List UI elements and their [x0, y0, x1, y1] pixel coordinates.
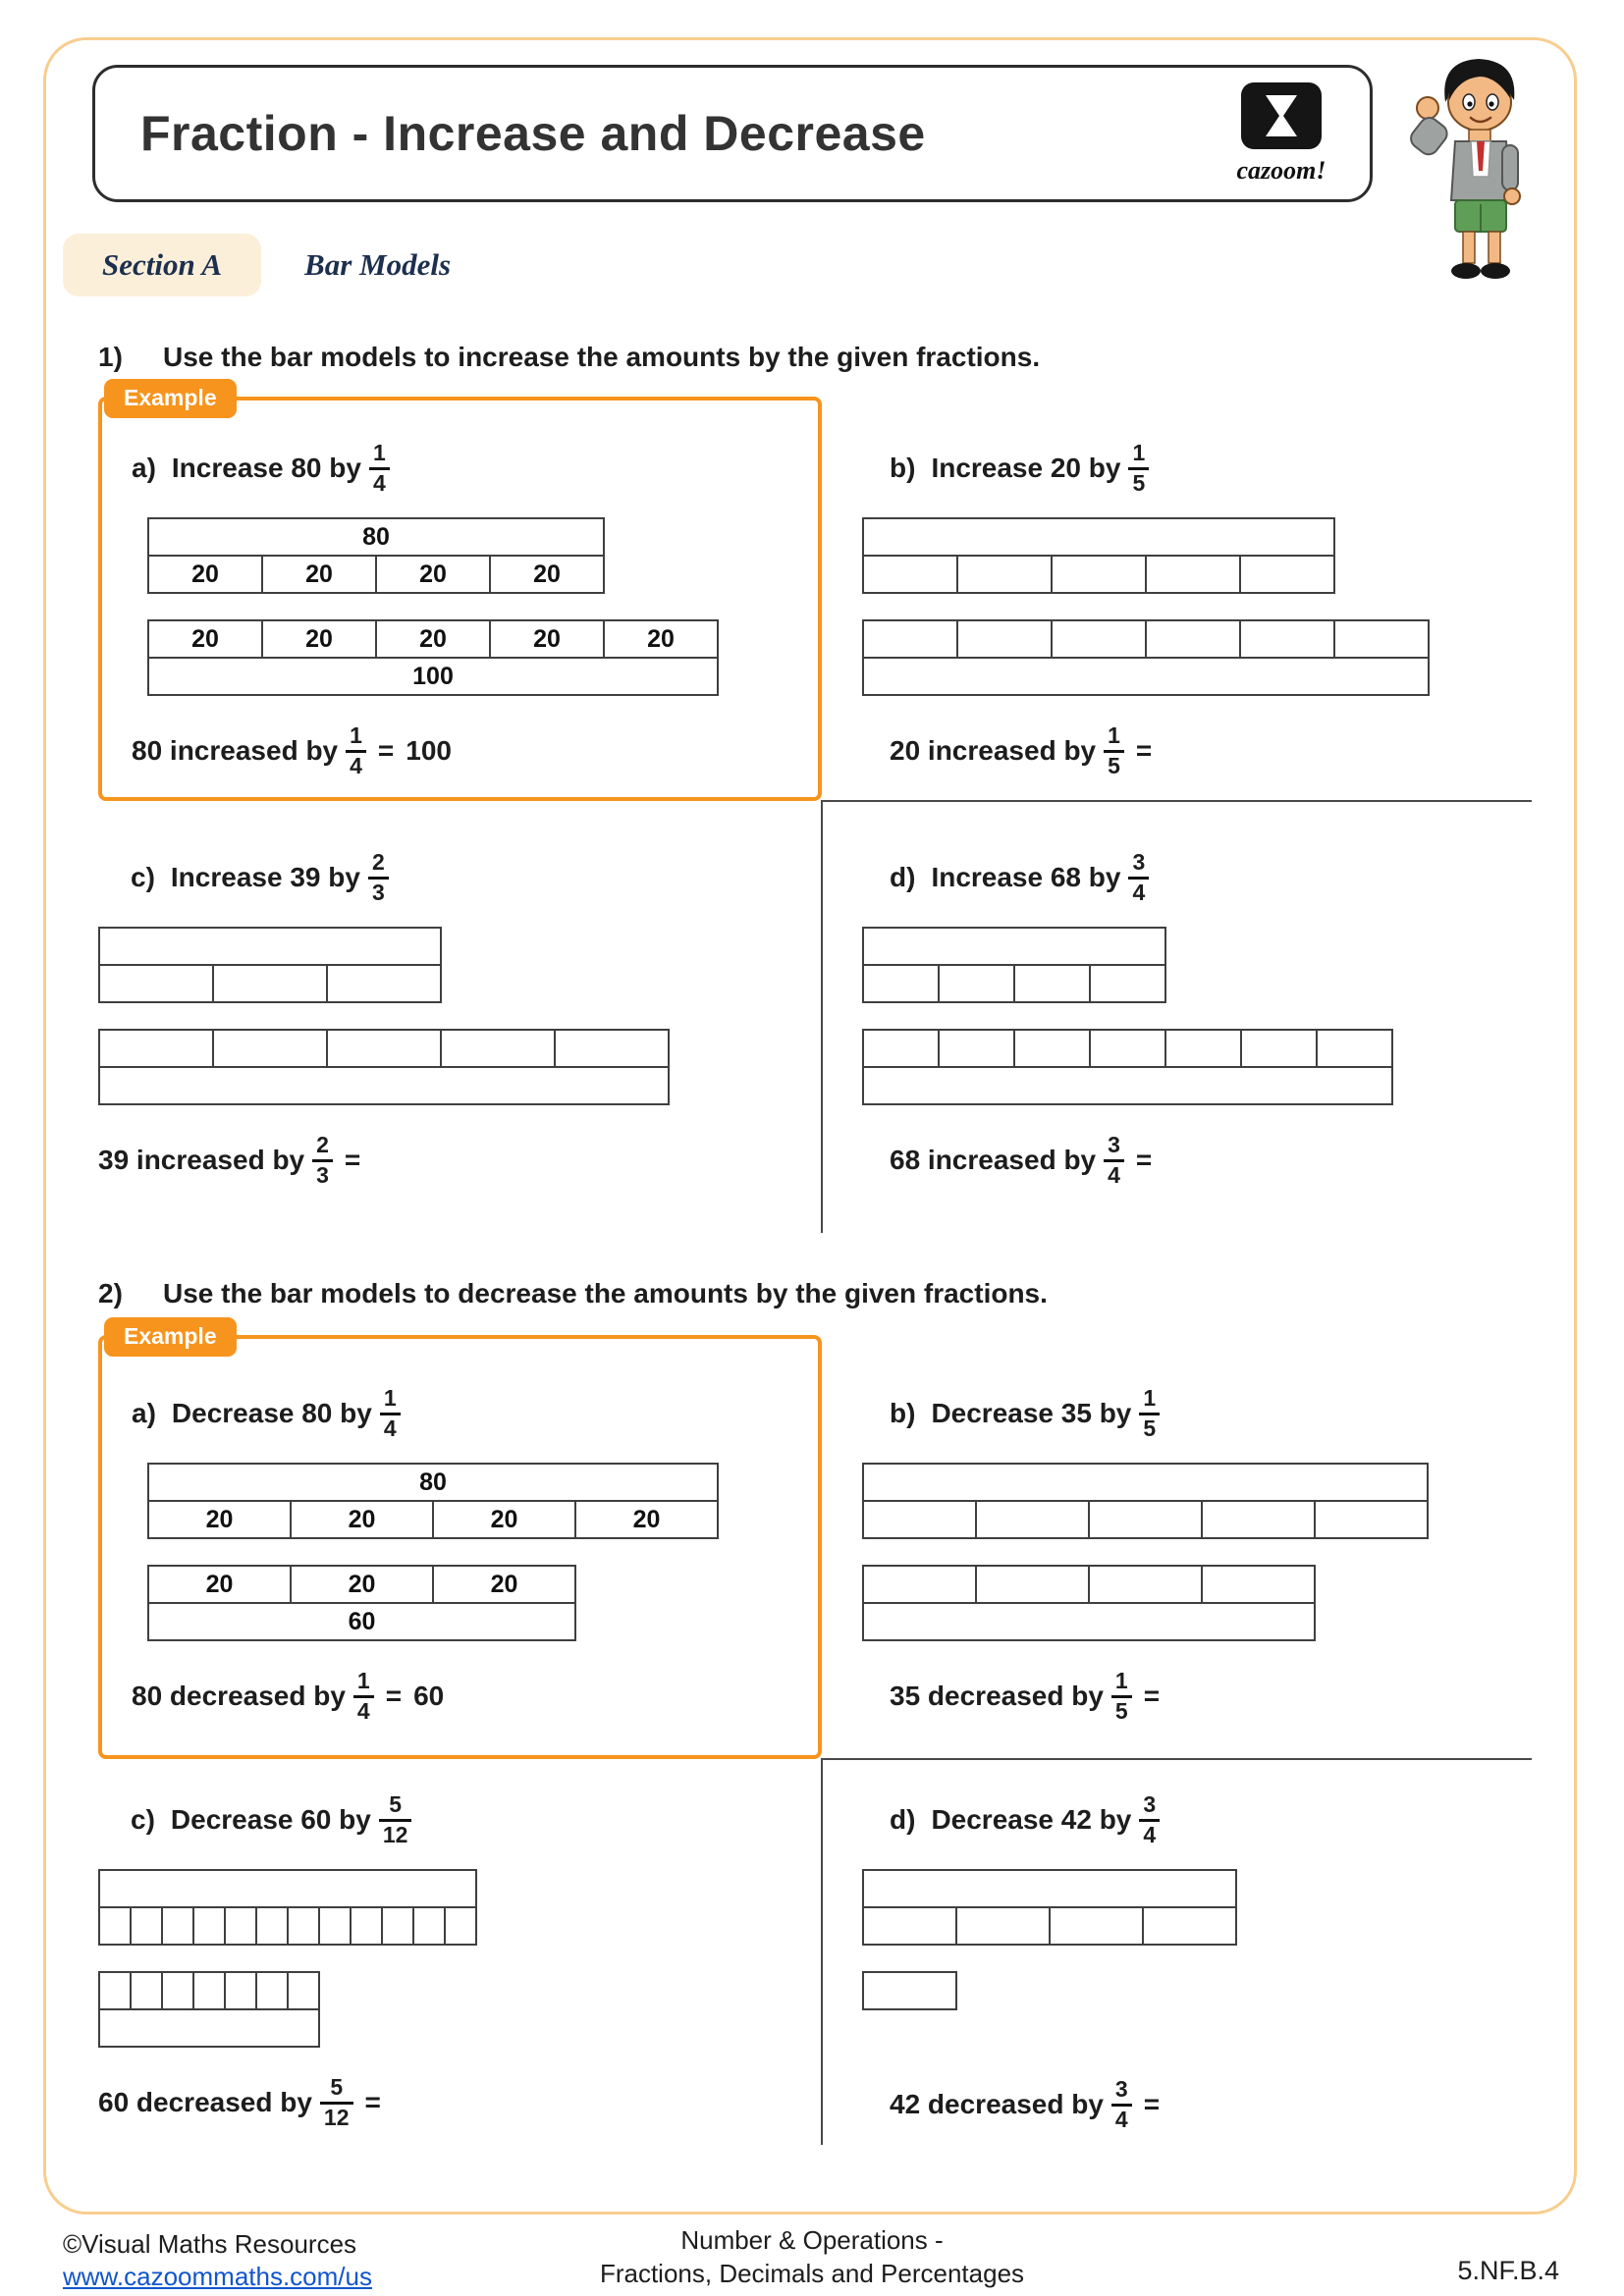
- caption-text: 20 increased by: [890, 735, 1097, 767]
- bar-row: [862, 1463, 1429, 1502]
- bar-row: [862, 1971, 1237, 2010]
- bar-cell: [862, 1029, 940, 1068]
- bar-cell: 20: [290, 1500, 434, 1539]
- problem-label: d): [890, 862, 916, 892]
- answer-line: [132, 1669, 719, 1725]
- problem-label: b): [890, 1398, 916, 1428]
- bar-row: [862, 1906, 1237, 1946]
- footer-center: [600, 2224, 1024, 2291]
- bar-span: [862, 657, 1430, 696]
- fraction: $\frac{1}{4}$: [380, 1386, 401, 1442]
- bar-group: [862, 1971, 1237, 2010]
- bar-span: [862, 927, 1166, 966]
- bar-cell: [224, 1906, 257, 1946]
- fraction: $\frac{1}{5}$: [1128, 441, 1149, 497]
- bar-cell: [98, 1029, 214, 1068]
- bar-cell: [255, 1906, 289, 1946]
- bar-model: [862, 517, 1430, 696]
- bar-cell: [862, 619, 958, 659]
- bar-cell: [956, 555, 1053, 594]
- bar-cell: [192, 1971, 226, 2010]
- bar-row: [98, 1971, 477, 2010]
- question-2-line: [98, 1278, 1048, 1309]
- problem-text: Increase 68 by: [931, 862, 1121, 892]
- bar-cell: [975, 1565, 1090, 1604]
- bar-cell: 20: [432, 1500, 576, 1539]
- bar-cell: 20: [375, 619, 491, 659]
- caption-text: 39 increased by: [98, 1145, 305, 1176]
- bar-span: [862, 1602, 1316, 1641]
- page-title: Fraction - Increase and Decrease: [140, 106, 926, 161]
- bar-cell: [975, 1500, 1090, 1539]
- problem-q1d: [862, 846, 1393, 1189]
- bar-cell: [862, 1500, 977, 1539]
- problem-text: Increase 20 by: [931, 453, 1121, 483]
- equals-sign: =: [1143, 1681, 1161, 1712]
- bar-cell: [212, 964, 328, 1003]
- fraction: $\frac{1}{5}$: [1104, 723, 1124, 779]
- bar-row: [147, 517, 719, 557]
- fraction: $\frac{5}{12}$: [320, 2075, 353, 2131]
- problem-q2b: [862, 1382, 1429, 1725]
- problem-prompt: [890, 437, 1430, 500]
- problem-prompt: [131, 846, 670, 909]
- fraction: $\frac{1}{4}$: [353, 1669, 374, 1725]
- problem-text: Decrease 60 by: [170, 1804, 371, 1835]
- bar-cell: 20: [290, 1565, 434, 1604]
- bar-row: [147, 1500, 719, 1539]
- answer-line: [98, 2075, 477, 2131]
- bar-row: [98, 1029, 670, 1068]
- problem-text: Increase 39 by: [170, 862, 360, 892]
- bar-cell: [326, 1029, 442, 1068]
- bar-group: [98, 927, 670, 1003]
- bar-cell: [1164, 1029, 1242, 1068]
- bar-cell: [862, 1565, 977, 1604]
- column-divider-q2: [821, 1758, 823, 2145]
- problem-label: c): [131, 1804, 155, 1835]
- equals-sign: =: [1143, 2089, 1161, 2120]
- caption-text: 68 increased by: [890, 1145, 1097, 1176]
- bar-cell: [287, 1906, 320, 1946]
- bar-group: [862, 1565, 1429, 1641]
- bar-model: [862, 1463, 1429, 1641]
- bar-cell: [1013, 964, 1091, 1003]
- answer-line: [890, 1669, 1429, 1725]
- bar-cell: [1142, 1906, 1237, 1946]
- copyright-text: ©Visual Maths Resources: [63, 2229, 357, 2259]
- bar-cell: [1088, 1500, 1203, 1539]
- bar-row: [98, 2008, 477, 2048]
- bar-span: [98, 1066, 670, 1105]
- bar-cell: 20: [489, 619, 605, 659]
- bar-cell: 20: [603, 619, 719, 659]
- bar-cell: [287, 1971, 320, 2010]
- problem-text: Decrease 42 by: [931, 1804, 1132, 1835]
- equals-sign: =: [344, 1145, 361, 1176]
- caption-text: 60 decreased by: [98, 2087, 312, 2118]
- problem-prompt: [132, 1382, 719, 1445]
- bar-cell: [956, 619, 1053, 659]
- fraction: $\frac{3}{4}$: [1111, 2077, 1132, 2133]
- question-number: 1): [98, 342, 123, 372]
- bar-row: [147, 619, 719, 659]
- bar-group: [862, 1029, 1393, 1105]
- problem-q1a: [132, 437, 719, 779]
- problem-prompt: [890, 1789, 1237, 1851]
- bar-cell: [862, 964, 940, 1003]
- bar-cell: [326, 964, 442, 1003]
- bar-cell: [1051, 619, 1147, 659]
- problem-label: b): [890, 453, 916, 483]
- cazoom-logo-text: cazoom!: [1236, 156, 1326, 185]
- bar-cell: 20: [261, 619, 377, 659]
- bar-cell: [1089, 1029, 1166, 1068]
- caption-text: 80 decreased by: [132, 1681, 346, 1712]
- caption-text: 42 decreased by: [890, 2089, 1104, 2120]
- bar-group: [862, 619, 1430, 696]
- answer-line: [890, 2077, 1237, 2133]
- bar-cell: [98, 964, 214, 1003]
- bar-row: [862, 927, 1393, 966]
- standard-code: 5.NF.B.4: [1457, 2256, 1559, 2285]
- problem-label: c): [131, 862, 155, 892]
- bar-cell: [444, 1906, 477, 1946]
- bar-cell: 20: [147, 619, 263, 659]
- bar-cell: [862, 1971, 957, 2010]
- bar-cell: [440, 1029, 556, 1068]
- bar-group: [862, 927, 1393, 1003]
- bar-cell: [381, 1906, 414, 1946]
- equals-sign: =: [377, 735, 395, 767]
- bar-cell: [212, 1029, 328, 1068]
- bar-group: [98, 1029, 670, 1105]
- example-tab-q1: Example: [104, 379, 237, 418]
- problem-prompt: [132, 437, 719, 500]
- bar-cell: [224, 1971, 257, 2010]
- bar-span: 60: [147, 1602, 576, 1641]
- bar-cell: [1145, 555, 1241, 594]
- bar-group: [147, 619, 719, 696]
- row-divider-q1: [822, 800, 1532, 802]
- problem-q2d: [862, 1789, 1237, 2133]
- fraction: $\frac{1}{4}$: [369, 441, 390, 497]
- answer-value: 60: [413, 1681, 445, 1712]
- bar-row: [98, 964, 670, 1003]
- bar-row: [98, 1066, 670, 1105]
- fraction: $\frac{1}{4}$: [346, 723, 366, 779]
- bar-row: [862, 555, 1430, 594]
- problem-prompt: [131, 1789, 477, 1851]
- bar-cell: 20: [261, 555, 377, 594]
- bar-span: 80: [147, 1463, 719, 1502]
- bar-row: [862, 1602, 1429, 1641]
- bar-cell: [1239, 619, 1335, 659]
- equals-sign: =: [385, 1681, 403, 1712]
- bar-cell: 20: [432, 1565, 576, 1604]
- website-link[interactable]: www.cazoommaths.com/us: [63, 2261, 372, 2291]
- answer-line: [98, 1133, 670, 1189]
- bar-span: [862, 1066, 1393, 1105]
- bar-cell: [255, 1971, 289, 2010]
- footer-left: [63, 2228, 372, 2292]
- bar-cell: 20: [147, 555, 263, 594]
- bar-cell: [554, 1029, 670, 1068]
- bar-model: [98, 1869, 477, 2048]
- bar-cell: [1049, 1906, 1144, 1946]
- question-1-line: [98, 342, 1040, 373]
- bar-cell: [350, 1906, 383, 1946]
- fraction: $\frac{1}{5}$: [1111, 1669, 1132, 1725]
- bar-row: [98, 927, 670, 966]
- bar-cell: [862, 555, 958, 594]
- bar-group: [862, 1463, 1429, 1539]
- problem-q2c: [98, 1789, 477, 2131]
- caption-text: 35 decreased by: [890, 1681, 1104, 1712]
- bar-span: [98, 927, 442, 966]
- bar-row: [862, 1869, 1237, 1908]
- bar-group: [147, 517, 719, 594]
- problem-prompt: [890, 1382, 1429, 1445]
- bar-cell: [161, 1971, 194, 2010]
- bar-cell: 20: [147, 1500, 292, 1539]
- equals-sign: =: [364, 2087, 381, 2118]
- bar-row: [147, 1602, 719, 1641]
- bar-cell: [938, 964, 1015, 1003]
- answer-value: 100: [406, 735, 452, 767]
- problem-prompt: [890, 846, 1393, 909]
- problem-text: Decrease 35 by: [931, 1398, 1132, 1428]
- bar-cell: [1145, 619, 1241, 659]
- fraction: $\frac{3}{4}$: [1128, 850, 1149, 906]
- bar-cell: [1333, 619, 1430, 659]
- bar-cell: 20: [574, 1500, 719, 1539]
- answer-line: [890, 1133, 1393, 1189]
- bar-cell: [98, 1971, 132, 2010]
- bar-cell: [1013, 1029, 1091, 1068]
- example-tab-q2: Example: [104, 1317, 237, 1357]
- bar-row: [862, 1565, 1429, 1604]
- footer-topic-line1: Number & Operations -: [680, 2225, 944, 2255]
- fraction: $\frac{2}{3}$: [368, 850, 389, 906]
- bar-cell: [862, 1906, 957, 1946]
- bar-row: [862, 517, 1430, 557]
- bar-cell: [412, 1906, 446, 1946]
- bar-cell: 20: [375, 555, 491, 594]
- bar-span: [862, 1869, 1237, 1908]
- bar-cell: 20: [489, 555, 605, 594]
- bar-group: [147, 1463, 719, 1539]
- bar-span: 100: [147, 657, 719, 696]
- problem-text: Increase 80 by: [171, 453, 361, 483]
- bar-row: [862, 1029, 1393, 1068]
- bar-cell: [130, 1971, 163, 2010]
- bar-cell: [1239, 555, 1335, 594]
- bar-row: [98, 1869, 477, 1908]
- bar-row: [862, 1066, 1393, 1105]
- bar-model: [862, 927, 1393, 1105]
- problem-label: a): [132, 453, 156, 483]
- caption-text: 80 increased by: [132, 735, 339, 767]
- cazoom-logo: [1222, 81, 1340, 186]
- section-label: Section A: [63, 234, 261, 296]
- bar-row: [147, 555, 719, 594]
- title-box: [92, 65, 1373, 202]
- fraction: $\frac{1}{5}$: [1139, 1386, 1160, 1442]
- bar-row: [862, 1500, 1429, 1539]
- bar-cell: [192, 1906, 226, 1946]
- fraction: $\frac{3}{4}$: [1139, 1792, 1160, 1848]
- problem-q2a: [132, 1382, 719, 1725]
- bar-span: [862, 1463, 1429, 1502]
- problem-label: a): [132, 1398, 156, 1428]
- bar-row: [147, 1463, 719, 1502]
- bar-cell: [1201, 1565, 1316, 1604]
- bar-group: [147, 1565, 719, 1641]
- bar-cell: [130, 1906, 163, 1946]
- bar-group: [862, 1869, 1237, 1946]
- bar-row: [147, 1565, 719, 1604]
- equals-sign: =: [1135, 1145, 1153, 1176]
- bar-span: [862, 517, 1335, 557]
- bar-span: [98, 2008, 320, 2048]
- bar-model: [862, 1869, 1237, 2010]
- bar-cell: [98, 1906, 132, 1946]
- fraction: $\frac{2}{3}$: [312, 1133, 333, 1189]
- bar-row: [147, 657, 719, 696]
- fraction: $\frac{3}{4}$: [1104, 1133, 1124, 1189]
- bar-group: [98, 1869, 477, 1946]
- bar-cell: 20: [147, 1565, 292, 1604]
- bar-span: 80: [147, 517, 605, 557]
- bar-cell: [1314, 1500, 1429, 1539]
- bar-cell: [161, 1906, 194, 1946]
- bar-cell: [1201, 1500, 1316, 1539]
- row-divider-q2: [822, 1758, 1532, 1760]
- problem-q1b: [862, 437, 1430, 779]
- bar-cell: [955, 1906, 1051, 1946]
- bar-model: [98, 927, 670, 1105]
- bar-row: [862, 619, 1430, 659]
- bar-group: [862, 517, 1430, 594]
- bar-cell: [1051, 555, 1147, 594]
- bar-row: [862, 657, 1430, 696]
- fraction: $\frac{5}{12}$: [379, 1792, 412, 1848]
- answer-line: [890, 723, 1430, 779]
- question-instruction: Use the bar models to increase the amounts by the given fractions.: [163, 342, 1041, 372]
- column-divider-q1: [821, 800, 823, 1233]
- answer-line: [132, 723, 719, 779]
- question-instruction: Use the bar models to decrease the amounts by the given fractions.: [163, 1278, 1048, 1308]
- section-band: [63, 234, 451, 296]
- bar-cell: [1316, 1029, 1393, 1068]
- bar-cell: [938, 1029, 1015, 1068]
- bar-cell: [318, 1906, 352, 1946]
- bar-row: [862, 964, 1393, 1003]
- bar-model: [147, 517, 719, 696]
- bar-cell: [1240, 1029, 1318, 1068]
- problem-label: d): [890, 1804, 916, 1835]
- bar-cell: [1088, 1565, 1203, 1604]
- bar-row: [98, 1906, 477, 1946]
- bar-span: [98, 1869, 477, 1908]
- boy-mascot-illustration: [1398, 51, 1551, 287]
- bar-group: [98, 1971, 477, 2048]
- footer-topic-line2: Fractions, Decimals and Percentages: [599, 2258, 1025, 2288]
- problem-q1c: [98, 846, 670, 1189]
- bar-cell: [1089, 964, 1166, 1003]
- section-title: Bar Models: [304, 247, 452, 282]
- problem-text: Decrease 80 by: [171, 1398, 372, 1428]
- bar-model: [147, 1463, 719, 1641]
- cazoom-logo-icon: [1240, 81, 1323, 150]
- question-number: 2): [98, 1278, 123, 1308]
- equals-sign: =: [1135, 735, 1153, 767]
